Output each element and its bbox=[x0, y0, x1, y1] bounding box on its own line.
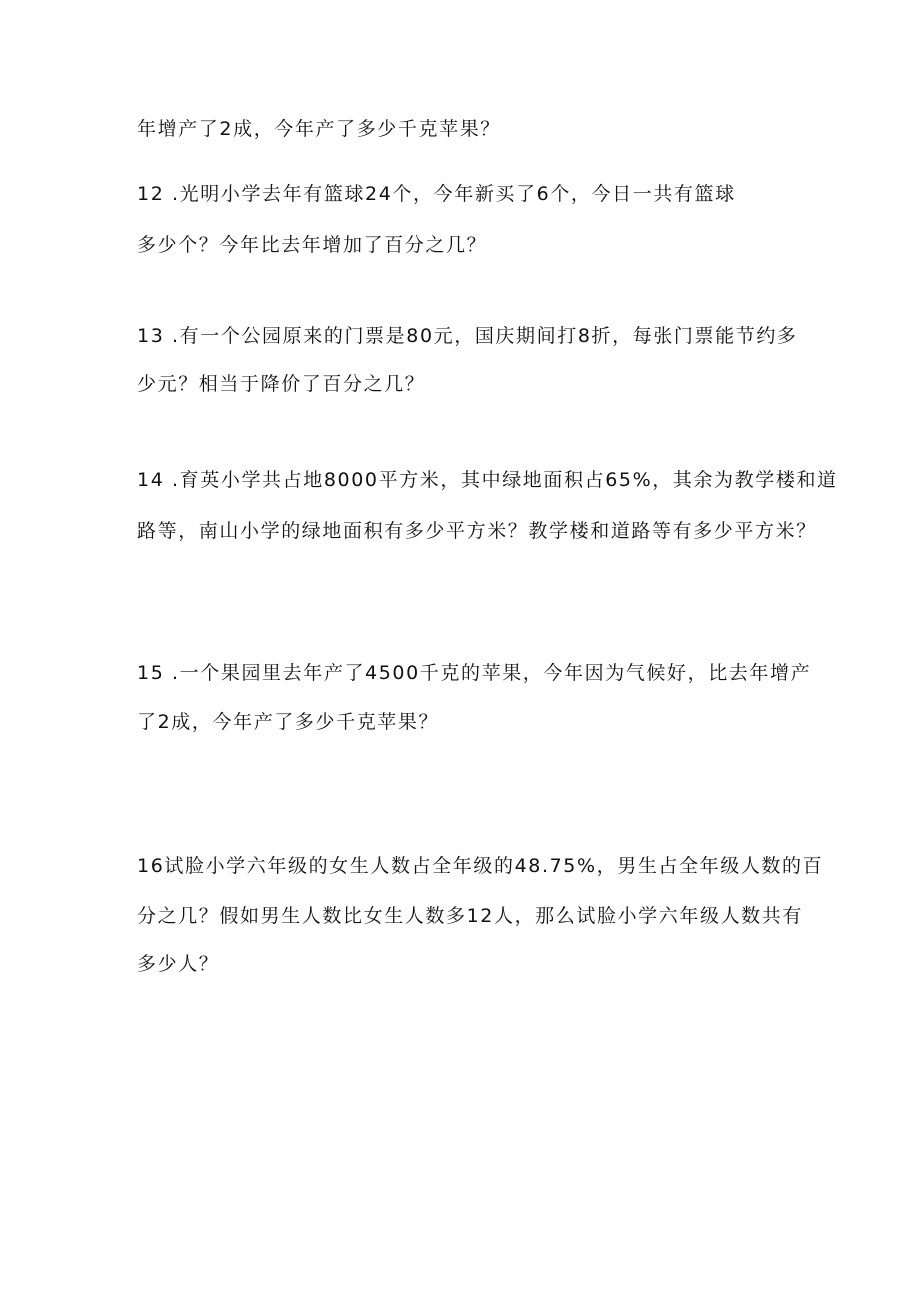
problem-14-line-1: 14 .育英小学共占地8000平方米，其中绿地面积占65%，其余为教学楼和道 bbox=[137, 469, 838, 491]
problem-14-line-2: 路等，南山小学的绿地面积有多少平方米？教学楼和道路等有多少平方米？ bbox=[137, 520, 817, 542]
problem-13-line-2: 少元？相当于降价了百分之几？ bbox=[137, 373, 426, 395]
problem-16-line-3: 多少人？ bbox=[137, 953, 220, 975]
problem-15-line-1: 15 .一个果园里去年产了4500千克的苹果，今年因为气候好，比去年增产 bbox=[137, 662, 812, 684]
fragment-line: 年增产了2成，今年产了多少千克苹果？ bbox=[137, 118, 501, 140]
problem-13-line-1: 13 .有一个公园原来的门票是80元，国庆期间打8折，每张门票能节约多 bbox=[137, 325, 798, 347]
problem-12-line-2: 多少个？今年比去年增加了百分之几？ bbox=[137, 234, 488, 256]
problem-12-line-1: 12 .光明小学去年有篮球24个，今年新买了6个，今日一共有篮球 bbox=[137, 183, 736, 205]
problem-16-line-2: 分之几？假如男生人数比女生人数多12人，那么试脸小学六年级人数共有 bbox=[137, 905, 803, 927]
problem-15-line-2: 了2成，今年产了多少千克苹果？ bbox=[137, 711, 440, 733]
problem-16-line-1: 16试脸小学六年级的女生人数占全年级的48.75%，男生占全年级人数的百 bbox=[137, 855, 824, 877]
